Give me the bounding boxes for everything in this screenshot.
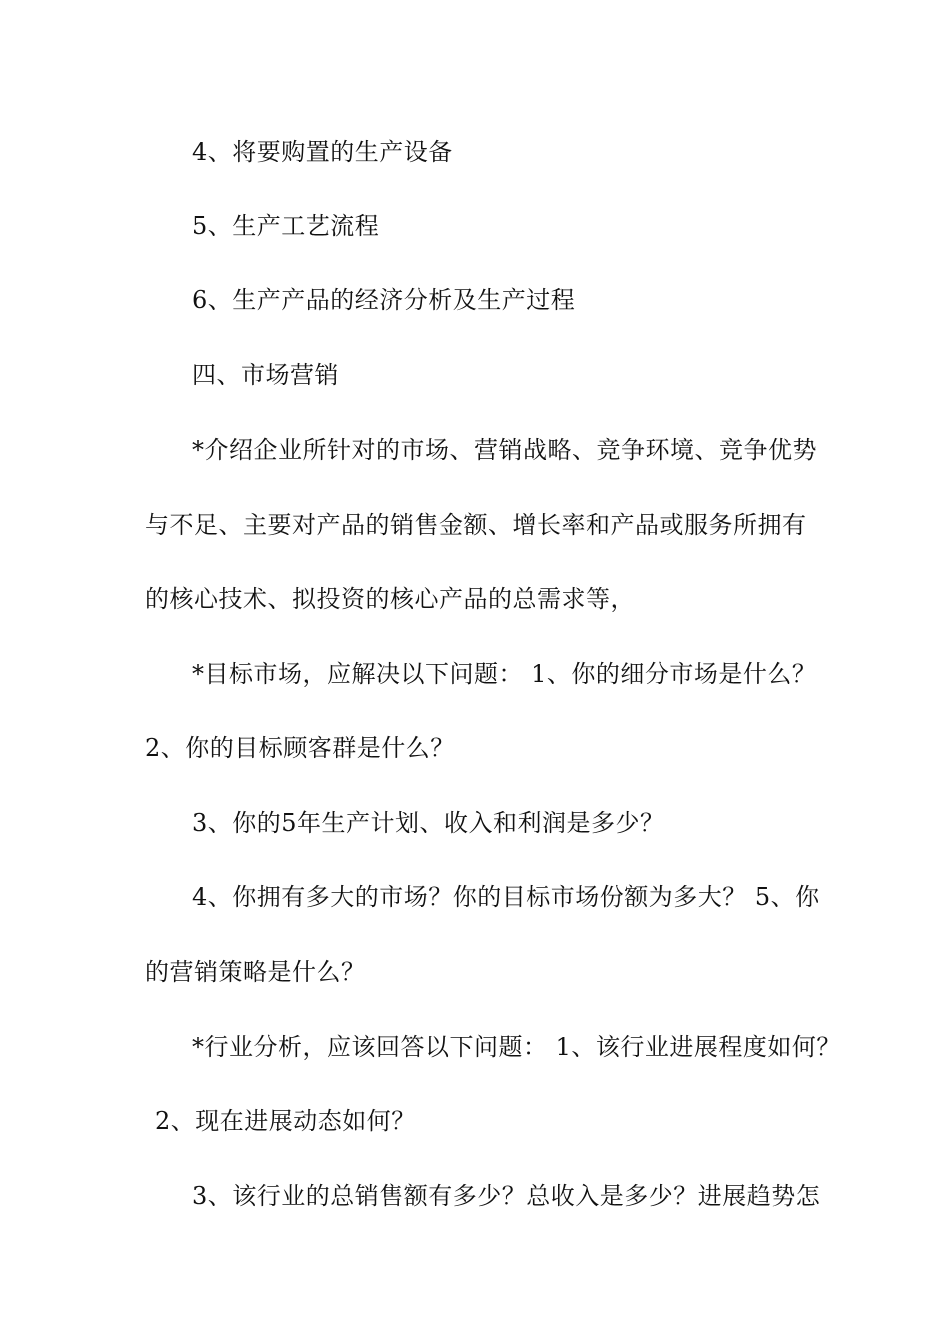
text-line-market-intro-cont2: 的核心技术、拟投资的核心产品的总需求等，: [145, 585, 635, 613]
text-line-process-flow: 5、生产工艺流程: [192, 212, 380, 240]
text-line-industry-sales: 3、该行业的总销售额有多少？总收入是多少？进展趋势怎: [192, 1182, 821, 1210]
text-line-target-market: *目标市场，应解决以下问题： 1、你的细分市场是什么？: [192, 660, 817, 688]
text-line-market-intro: *介绍企业所针对的市场、营销战略、竞争环境、竞争优势: [192, 436, 817, 464]
text-line-market-intro-cont1: 与不足、主要对产品的销售金额、增长率和产品或服务所拥有: [145, 511, 807, 539]
text-line-economic-analysis: 6、生产产品的经济分析及生产过程: [192, 286, 576, 314]
text-line-market-size: 4、你拥有多大的市场？你的目标市场份额为多大？ 5、你: [192, 883, 820, 911]
text-line-five-year-plan: 3、你的5年生产计划、收入和利润是多少？: [192, 809, 665, 837]
section-heading-marketing: 四、市场营销: [192, 361, 339, 389]
text-line-industry-analysis: *行业分析，应该回答以下问题： 1、该行业进展程度如何？: [192, 1033, 841, 1061]
text-line-marketing-strategy: 的营销策略是什么？: [145, 958, 366, 986]
text-line-industry-dynamics: 2、现在进展动态如何？: [155, 1107, 416, 1135]
text-line-target-customers: 2、你的目标顾客群是什么？: [145, 734, 455, 762]
text-line-equipment: 4、将要购置的生产设备: [192, 138, 453, 166]
